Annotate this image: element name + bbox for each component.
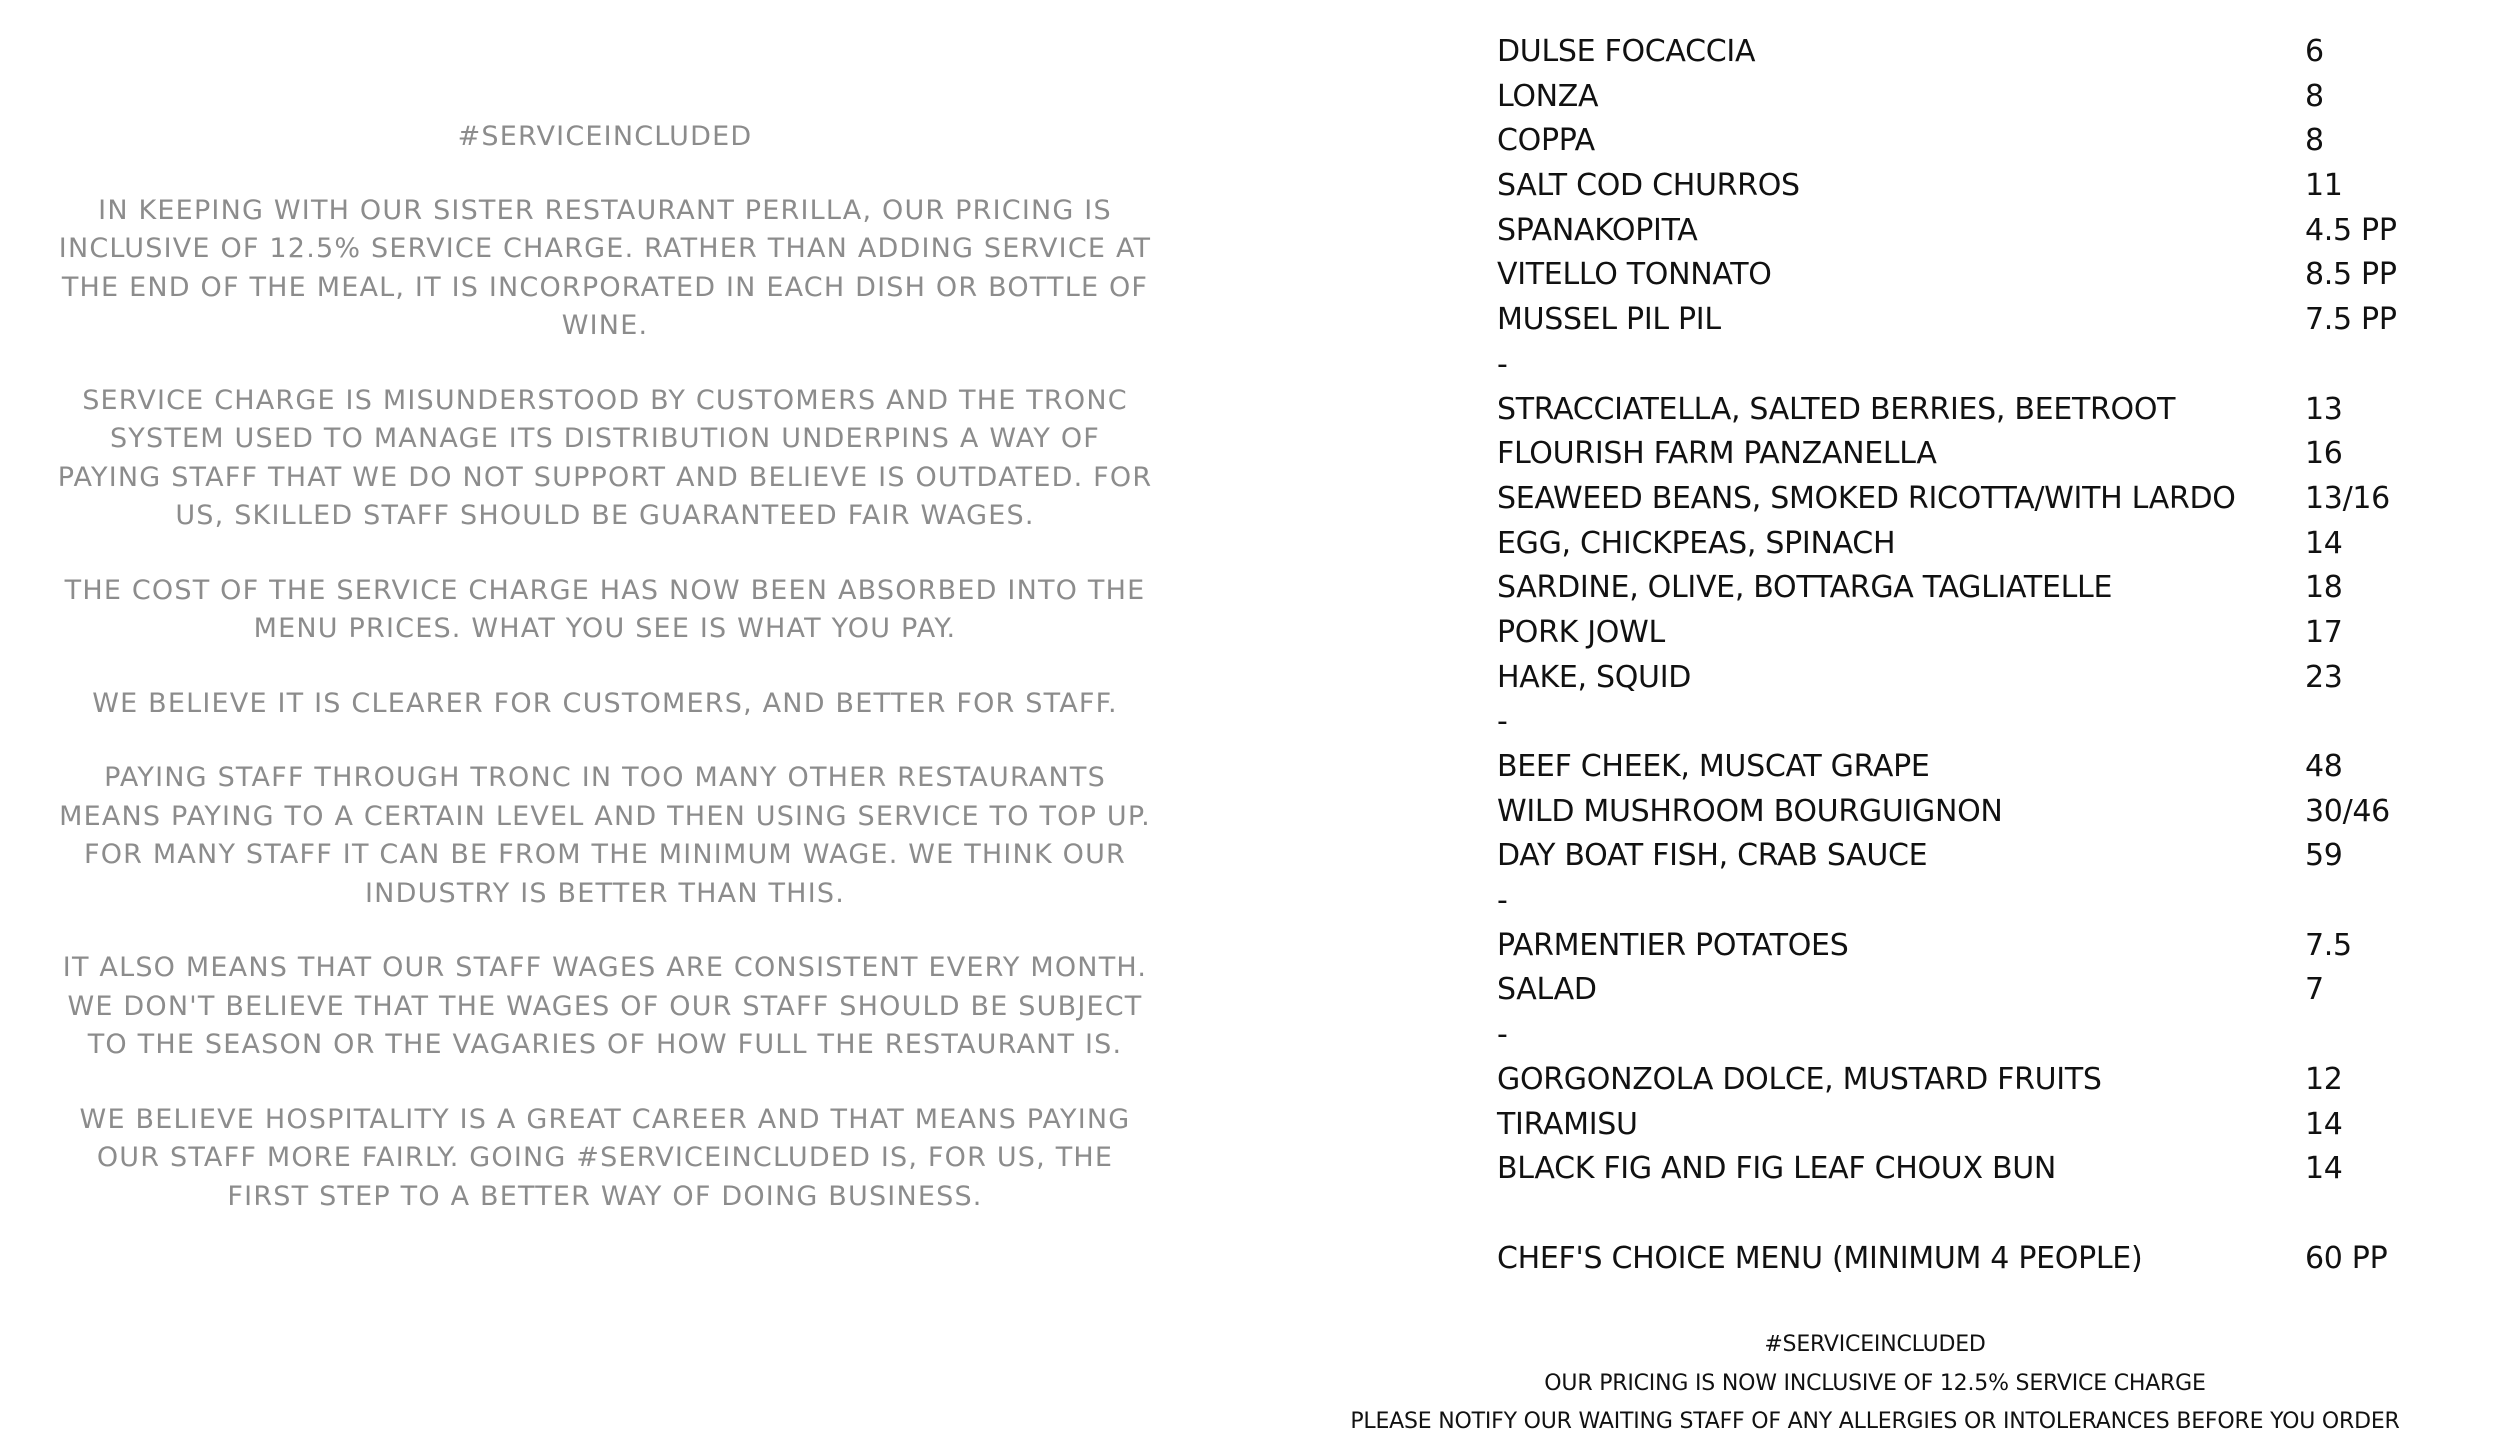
menu-item: [1497, 745, 2417, 790]
menu-item-name: SALAD: [1497, 972, 1597, 1008]
menu-item-price: 7: [2305, 972, 2324, 1008]
menu-item-name: SEAWEED BEANS, SMOKED RICOTTA/WITH LARDO: [1497, 480, 2236, 516]
menu-item: [1497, 1147, 2417, 1192]
menu-item-price: 8: [2305, 78, 2324, 114]
menu-item-name: BEEF CHEEK, MUSCAT GRAPE: [1497, 749, 1930, 784]
menu-item-price: 6: [2305, 34, 2324, 69]
menu-item: [1497, 388, 2417, 433]
menu-item-price: 7.5: [2305, 927, 2352, 963]
menu-item-name: LONZA: [1497, 78, 1599, 114]
menu-item: [1497, 477, 2417, 522]
menu-item-name: DAY BOAT FISH, CRAB SAUCE: [1497, 838, 1928, 874]
menu-item: [1497, 924, 2417, 969]
menu-section-divider: [1497, 700, 2417, 745]
menu-item: [1497, 164, 2417, 209]
menu-item-price: 14: [2305, 1106, 2343, 1142]
menu-item-name: PARMENTIER POTATOES: [1497, 927, 1849, 963]
divider-dash: -: [1497, 704, 1508, 740]
menu-item-name: PORK JOWL: [1497, 614, 1665, 650]
menu-item-price: 8.5 PP: [2305, 257, 2397, 293]
menu-item-price: 13/16: [2305, 480, 2390, 516]
menu-item: [1497, 253, 2417, 298]
menu-item: [1497, 75, 2417, 120]
menu-item: [1497, 119, 2417, 164]
menu-footer: [1300, 1326, 2450, 1442]
divider-dash: -: [1497, 346, 1508, 382]
menu-item-price: 7.5 PP: [2305, 302, 2397, 338]
menu-list: [1497, 30, 2417, 1281]
menu-item: [1497, 790, 2417, 835]
menu-section-divider: [1497, 343, 2417, 388]
menu-item-name: HAKE, SQUID: [1497, 659, 1692, 695]
divider-dash: -: [1497, 883, 1508, 919]
menu-item: [1497, 522, 2417, 567]
menu-item-price: 60 PP: [2305, 1240, 2388, 1276]
menu-item: [1497, 566, 2417, 611]
service-statement-heading: #SERVICEINCLUDED: [457, 121, 753, 152]
menu-item: [1497, 298, 2417, 343]
menu-item-name: STRACCIATELLA, SALTED BERRIES, BEETROOT: [1497, 391, 2176, 427]
menu-item-name: VITELLO TONNATO: [1497, 257, 1772, 293]
service-statement: [55, 118, 1155, 1252]
menu-item-price: 13: [2305, 391, 2343, 427]
service-paragraph-2: SERVICE CHARGE IS MISUNDERSTOOD BY CUSTOMERS AND THE TRONC SYSTEM USED TO MANAGE ITS DISTRIBUTION UNDERPINS A WAY OF PAYING STAFF THAT WE DO NOT SUPPORT AND BELIEVE IS OUTDATED. FOR US, SKILLED STAFF SHOULD BE GUARANTEED FAIR WAGES.: [57, 384, 1153, 531]
menu-item: [1497, 968, 2417, 1013]
menu-item-name: SALT COD CHURROS: [1497, 168, 1800, 204]
menu-item-price: 12: [2305, 1061, 2343, 1097]
menu-item-name: FLOURISH FARM PANZANELLA: [1497, 436, 1937, 472]
menu-item-name: SPANAKOPITA: [1497, 212, 1698, 248]
menu-item-price: 14: [2305, 1151, 2343, 1187]
menu-item: [1497, 209, 2417, 254]
service-paragraph-3: THE COST OF THE SERVICE CHARGE HAS NOW BEEN ABSORBED INTO THE MENU PRICES. WHAT YOU SEE IS WHAT YOU PAY.: [64, 574, 1146, 644]
footer-allergy-note: PLEASE NOTIFY OUR WAITING STAFF OF ANY ALLERGIES OR INTOLERANCES BEFORE YOU ORDER: [1350, 1409, 2400, 1434]
menu-item-name: EGG, CHICKPEAS, SPINACH: [1497, 525, 1896, 561]
menu-item: [1497, 30, 2417, 75]
menu-item-price: 8: [2305, 123, 2324, 159]
menu-item-price: 48: [2305, 749, 2343, 784]
menu-item-price: 11: [2305, 168, 2343, 204]
menu-item-price: 17: [2305, 614, 2343, 650]
menu-item-name: COPPA: [1497, 123, 1595, 159]
menu-item-name: TIRAMISU: [1497, 1106, 1638, 1142]
menu-item-name: CHEF'S CHOICE MENU (MINIMUM 4 PEOPLE): [1497, 1240, 2143, 1276]
menu-item-name: MUSSEL PIL PIL: [1497, 302, 1721, 338]
menu-section-divider: [1497, 879, 2417, 924]
menu-item-name: BLACK FIG AND FIG LEAF CHOUX BUN: [1497, 1151, 2057, 1187]
footer-pricing-note: OUR PRICING IS NOW INCLUSIVE OF 12.5% SERVICE CHARGE: [1544, 1370, 2206, 1396]
menu-section-divider: [1497, 1013, 2417, 1058]
menu-item-name: SARDINE, OLIVE, BOTTARGA TAGLIATELLE: [1497, 570, 2113, 606]
menu-item: [1497, 432, 2417, 477]
menu-item: [1497, 656, 2417, 701]
menu-item-name: GORGONZOLA DOLCE, MUSTARD FRUITS: [1497, 1061, 2102, 1097]
menu-item-price: 4.5 PP: [2305, 212, 2397, 248]
service-paragraph-7: WE BELIEVE HOSPITALITY IS A GREAT CAREER AND THAT MEANS PAYING OUR STAFF MORE FAIRLY. GOING #SERVICEINCLUDED IS, FOR US, THE FIRST STEP TO A BETTER WAY OF DOING BUSINESS.: [79, 1103, 1131, 1212]
service-paragraph-5: PAYING STAFF THROUGH TRONC IN TOO MANY OTHER RESTAURANTS MEANS PAYING TO A CERTAIN LEVEL AND THEN USING SERVICE TO TOP UP. FOR MANY STAFF IT CAN BE FROM THE MINIMUM WAGE. WE THINK OUR INDUSTRY IS BETTER THAN THIS.: [59, 762, 1151, 909]
menu-item-price: 18: [2305, 570, 2343, 606]
menu-spacer: [1497, 1192, 2417, 1237]
menu-item-price: 16: [2305, 436, 2343, 472]
service-paragraph-1: IN KEEPING WITH OUR SISTER RESTAURANT PERILLA, OUR PRICING IS INCLUSIVE OF 12.5% SERVICE CHARGE. RATHER THAN ADDING SERVICE AT THE END OF THE MEAL, IT IS INCORPORATED IN EACH DISH OR BOTTLE OF WINE.: [58, 194, 1152, 341]
footer-hashtag: #SERVICEINCLUDED: [1764, 1332, 1986, 1357]
menu-item-price: 59: [2305, 838, 2343, 874]
service-paragraph-6: IT ALSO MEANS THAT OUR STAFF WAGES ARE CONSISTENT EVERY MONTH. WE DON'T BELIEVE THAT THE WAGES OF OUR STAFF SHOULD BE SUBJECT TO THE SEASON OR THE VAGARIES OF HOW FULL THE RESTAURANT IS.: [62, 952, 1148, 1060]
menu-item-price: 23: [2305, 659, 2343, 695]
menu-item-price: 30/46: [2305, 793, 2390, 829]
service-paragraph-4: WE BELIEVE IT IS CLEARER FOR CUSTOMERS, AND BETTER FOR STAFF.: [92, 687, 1118, 719]
menu-item: [1497, 611, 2417, 656]
menu-item: [1497, 834, 2417, 879]
menu-item-price: 14: [2305, 525, 2343, 561]
menu-item: [1497, 1103, 2417, 1148]
menu-item: [1497, 1237, 2417, 1282]
menu-item-name: DULSE FOCACCIA: [1497, 34, 1756, 69]
divider-dash: -: [1497, 1017, 1508, 1053]
menu-item-name: WILD MUSHROOM BOURGUIGNON: [1497, 793, 2003, 829]
menu-item: [1497, 1058, 2417, 1103]
